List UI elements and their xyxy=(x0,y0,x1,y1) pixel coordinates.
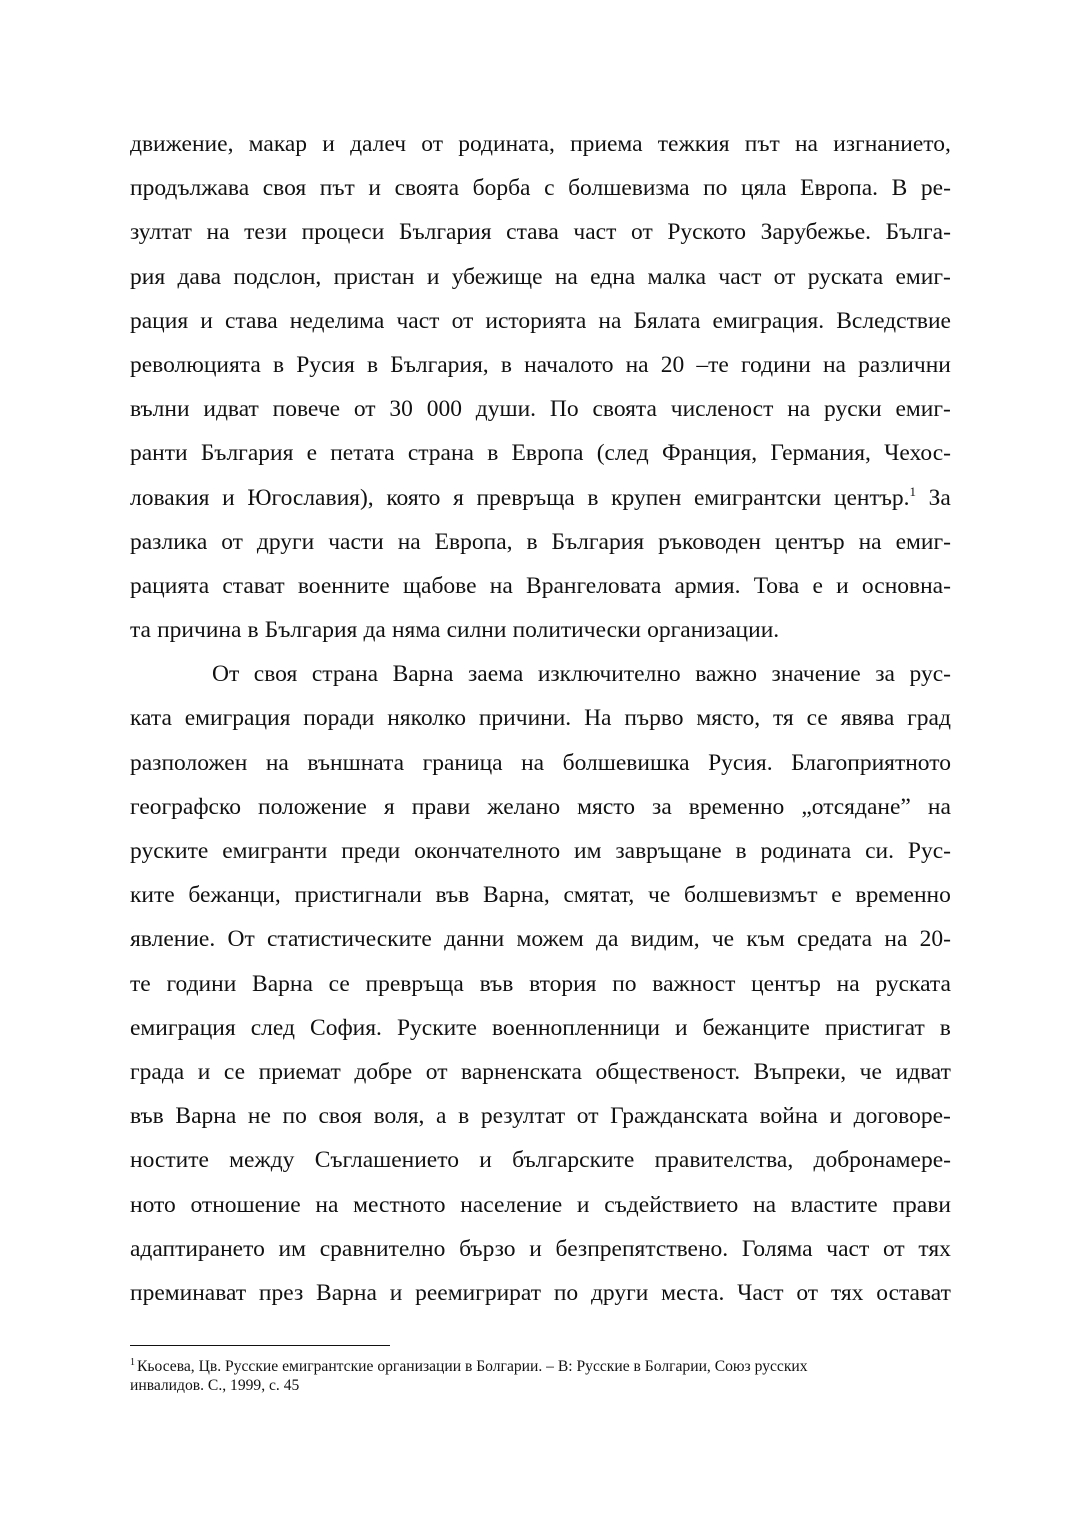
text-line: адаптирането им сравнително бързо и безпрепятствено. Голяма част от тях xyxy=(130,1235,951,1262)
text-line: рия дава подслон, пристан и убежище на една малка част от руската емиг- xyxy=(130,263,951,290)
text-line: ките бежанци, пристигнали във Варна, смятат, че болшевизмът е временно xyxy=(130,882,951,909)
footnote-line xyxy=(130,1376,951,1395)
text-line: ката емиграция поради няколко причини. На първо място, тя се явява град xyxy=(130,705,951,732)
text-line: ранти България е петата страна в Европа (след Франция, Германия, Чехос- xyxy=(130,440,951,467)
text-line: рацията стават военните щабове на Врангеловата армия. Това е и основна- xyxy=(130,572,951,599)
text-line: разлика от други части на Европа, в България ръководен център на емиг- xyxy=(130,528,951,555)
footnote-text-line-1: Кьосева, Цв. Русские емигрантские организации в Болгарии. – В: Русские в Болгарии, Союз русских xyxy=(137,1358,808,1375)
text-line: града и се приемат добре от варненската общественост. Въпреки, че идват xyxy=(130,1058,951,1085)
text-line: ностите между Съглашението и българските правителства, добронамере- xyxy=(130,1147,951,1174)
footnote-line xyxy=(130,1357,951,1376)
body-text xyxy=(130,122,951,1315)
footnote-marker: 1 xyxy=(130,1357,135,1368)
text-line: преминават през Варна и реемигрират по други места. Част от тях остават xyxy=(130,1279,951,1306)
text-line: явление. От статистическите данни можем да видим, че към средата на 20- xyxy=(130,926,951,953)
text-line: емиграция след София. Руските военнопленници и бежанците пристигат в xyxy=(130,1014,951,1041)
footnote-reference[interactable]: 1 xyxy=(909,483,917,499)
footnote xyxy=(130,1357,951,1395)
text-line: революцията в Русия в България, в началото на 20 –те години на различни xyxy=(130,351,951,378)
text-line: движение, макар и далеч от родината, приема тежкия път на изгнанието, xyxy=(130,131,951,157)
text-line: ното отношение на местното население и съдействието на властите прави xyxy=(130,1191,951,1218)
text-line: те години Варна се превръща във втория по важност център на руската xyxy=(130,970,951,997)
text-line: та причина в България да няма силни политически организации. xyxy=(130,617,780,644)
text-line: рация и става неделима част от историята на Бялата емиграция. Вследствие xyxy=(130,307,951,334)
text-line: разположен на външната граница на болшевишка Русия. Благоприятното xyxy=(130,749,951,776)
text-line: ловакия и Югославия), която я превръща в крупен емигрантски център.$^1$ За xyxy=(130,483,951,511)
text-line: вълни идват повече от 30 000 души. По своята численост на руски емиг- xyxy=(130,396,951,423)
footnote-text-line-2: инвалидов. С., 1999, с. 45 xyxy=(130,1377,300,1394)
text-line: От своя страна Варна заема изключително важно значение за рус- xyxy=(212,661,951,688)
text-line: географско положение я прави желано място за временно „отсядане” на xyxy=(130,793,951,820)
text-line: във Варна не по своя воля, а в резултат от Гражданската война и договоре- xyxy=(130,1103,951,1130)
footnote-separator xyxy=(130,1345,390,1346)
text-line: зултат на тези процеси България става част от Руското Зарубежье. Бълга- xyxy=(130,219,951,246)
text-line: руските емигранти преди окончателното им завръщане в родината си. Рус- xyxy=(130,838,951,864)
text-line: продължава своя път и своята борба с болшевизма по цяла Европа. В ре- xyxy=(130,175,951,202)
